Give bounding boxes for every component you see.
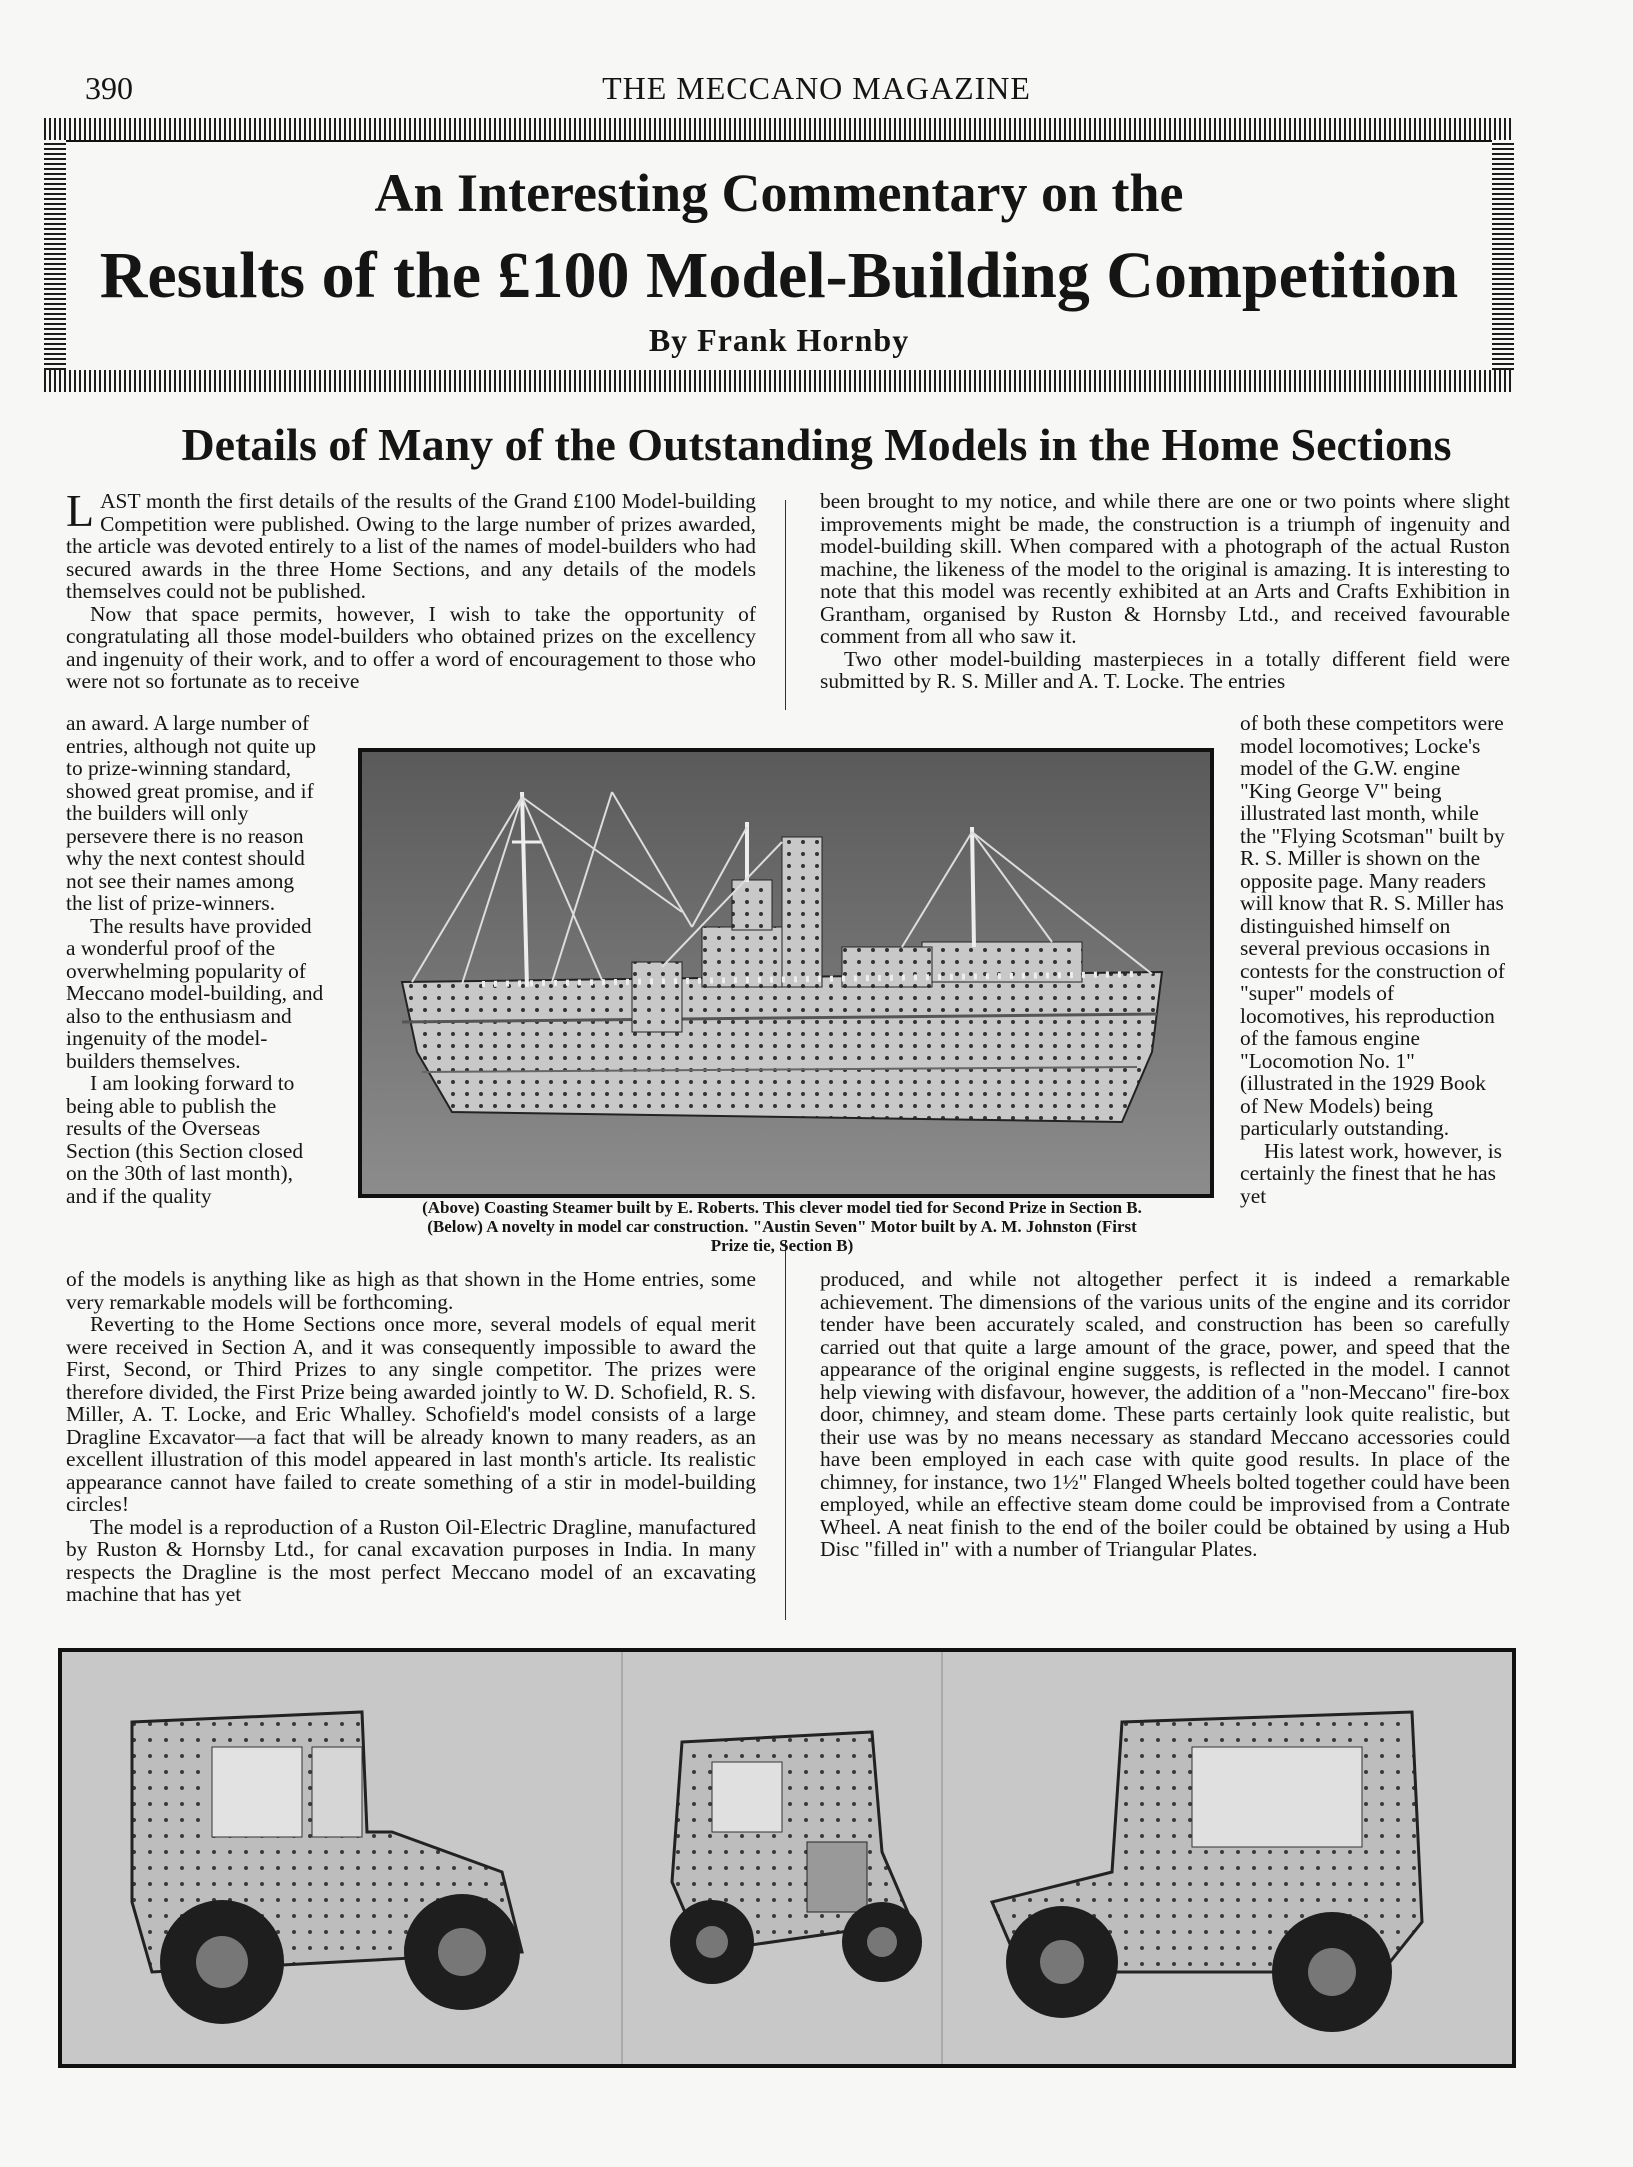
decorative-rule-bottom bbox=[44, 370, 1514, 392]
byline: By Frank Hornby bbox=[648, 322, 910, 358]
subheading: Details of Many of the Outstanding Models in the Home Sections bbox=[181, 419, 1452, 470]
column-2-narrow bbox=[1240, 712, 1508, 1207]
column-1-paragraph bbox=[66, 485, 756, 603]
decorative-hatch-right bbox=[1492, 140, 1514, 370]
column-2-paragraph: of both these competitors were model locomotives; Locke's model of the G.W. engine "King George V" being illustrated last month, while the "Flying Scotsman" built by R. S. Miller is shown on the opposite page. Many readers will know that R. S. Miller has distinguished himself on several previous occasions in contests for the construction of "super" models of locomotives, his reproduction of the famous engine "Locomotion No. 1" (illustrated in the 1929 Book of New Models) being particularly outstanding. bbox=[1240, 711, 1505, 1140]
decorative-rule-top bbox=[44, 118, 1514, 140]
caption-line: (Below) A novelty in model car construction. "Austin Seven" Motor built by A. M. Johnston (First bbox=[427, 1217, 1137, 1236]
column-1-paragraph: I am looking forward to being able to publish the results of the Overseas Section (this Section closed on the 30th of last month), and if the quality bbox=[66, 1071, 304, 1208]
steamer-illustration bbox=[362, 752, 1210, 1194]
headline-line-2: Results of the £100 Model-Building Competition bbox=[99, 239, 1459, 312]
caption-line: (Above) Coasting Steamer built by E. Roberts. This clever model tied for Second Prize in Section B. bbox=[422, 1198, 1142, 1217]
column-1-top bbox=[66, 485, 756, 693]
austin-seven-photo bbox=[58, 1648, 1516, 2068]
column-1-narrow bbox=[66, 712, 324, 1207]
coasting-steamer-photo bbox=[358, 748, 1214, 1198]
page-number: 390 bbox=[85, 70, 133, 106]
caption-line: Prize tie, Section B) bbox=[710, 1236, 854, 1255]
column-1-paragraph: Reverting to the Home Sections once more, several models of equal merit were received in Section A, and it was consequently impossible to award the First, Second, or Third Prizes to any single competitor. The prizes were therefore divided, the First Prize being awarded jointly to W. D. Schofield, R. S. Miller, A. T. Locke, and Eric Whalley. Schofield's model consists of a large Dragline Excavator—a fact that will be already known to many readers, as an excellent illustration of this model appeared in last month's article. Its realistic appearance cannot have failed to create something of a stir in model-building circles! bbox=[66, 1312, 756, 1516]
column-1-paragraph: of the models is anything like as high as that shown in the Home entries, some very remarkable models will be forthcoming. bbox=[66, 1267, 756, 1314]
photo-caption bbox=[356, 1198, 1208, 1255]
column-2-paragraph: produced, and while not altogether perfect it is indeed a remarkable achievement. The dimensions of the various units of the engine and its corridor tender have been accurately scaled, and construction has been so carefully carried out that quite a large amount of the grace, power, and speed that the appearance of the original engine suggests, is reflected in the model. I cannot help viewing with disfavour, however, the addition of a "non-Meccano" fire-box door, chimney, and steam dome. These parts certainly look quite realistic, but their use was by no means necessary as standard Meccano accessories could have been employed in each case with quite good results. In place of the chimney, for instance, two 1½" Flanged Wheels bolted together could have been employed, while an effective steam dome could be improvised from a Contrate Wheel. A neat finish to the end of the boiler could be obtained by using a Hub Disc "filled in" with a number of Triangular Plates. bbox=[820, 1267, 1510, 1561]
running-title: THE MECCANO MAGAZINE bbox=[602, 70, 1031, 106]
column-1-paragraph: an award. A large number of entries, although not quite up to prize-winning standard, showed great promise, and if the builders will only persevere there is no reason why the next contest should not see their names among the list of prize-winners. bbox=[66, 711, 317, 915]
column-divider bbox=[785, 500, 786, 710]
dropcap: L bbox=[66, 485, 95, 536]
column-1-paragraph: Now that space permits, however, I wish to take the opportunity of congratulating all those model-builders who obtained prizes on the excellency and ingenuity of their work, and to offer a word of encouragement to those who were not so fortunate as to receive bbox=[66, 601, 756, 693]
decorative-hatch-left bbox=[44, 140, 66, 370]
column-2-paragraph: been brought to my notice, and while there are one or two points where slight improvements might be made, the construction is a triumph of ingenuity and model-building skill. When compared with a photograph of the actual Ruston machine, the likeness of the model to the original is amazing. It is interesting to note that this model was recently exhibited at an Arts and Crafts Exhibition in Grantham, organised by Ruston & Hornsby Ltd., and received favourable comment from all who saw it. bbox=[820, 489, 1510, 648]
column-1-paragraph: The results have provided a wonderful proof of the overwhelming popularity of Meccano model-building, and also to the enthusiasm and ingenuity of the model-builders themselves. bbox=[66, 913, 324, 1073]
column-2-paragraph: Two other model-building masterpieces in a totally different field were submitted by R. S. Miller and A. T. Locke. The entries bbox=[820, 646, 1510, 693]
column-1-bottom bbox=[66, 1268, 756, 1606]
headline-line-1: An Interesting Commentary on the bbox=[374, 163, 1184, 223]
column-2-paragraph: His latest work, however, is certainly the finest that he has yet bbox=[1240, 1138, 1502, 1208]
paragraph-text: AST month the first details of the results of the Grand £100 Model-building Competition were published. Owing to the large number of prizes awarded, the article was devoted entirely to a list of the names of model-builders who had secured awards in the three Home Sections, and any details of the models themselves could not be published. bbox=[66, 489, 756, 603]
motor-car-illustrations bbox=[62, 1652, 1512, 2064]
column-divider bbox=[785, 1240, 786, 1620]
column-2-top bbox=[820, 490, 1510, 693]
column-2-bottom bbox=[820, 1268, 1510, 1561]
column-1-paragraph: The model is a reproduction of a Ruston Oil-Electric Dragline, manufactured by Ruston & Hornsby Ltd., for canal excavation purposes in India. In many respects the Dragline is the most perfect Meccano model of an excavating machine that has yet bbox=[66, 1514, 756, 1606]
